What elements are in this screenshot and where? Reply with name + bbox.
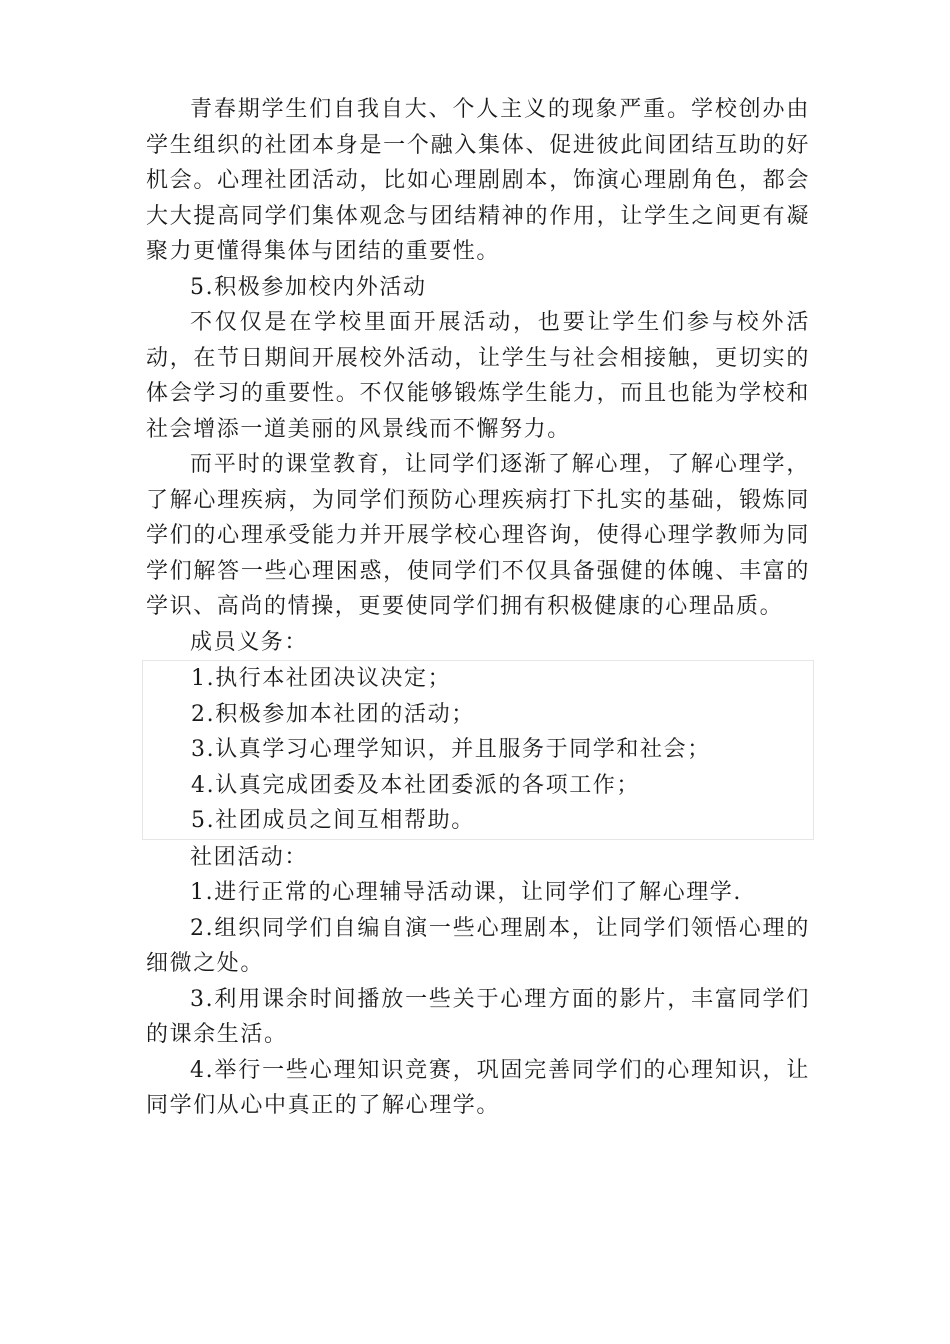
activity-item: 3.利用课余时间播放一些关于心理方面的影片，丰富同学们的课余生活。 bbox=[146, 986, 810, 1047]
duty-item: 4.认真完成团委及本社团委派的各项工作； bbox=[191, 772, 640, 798]
activity-item: 4.举行一些心理知识竞赛，巩固完善同学们的心理知识，让同学们从心中真正的了解心理学。 bbox=[146, 1057, 810, 1118]
duty-item: 5.社团成员之间互相帮助。 bbox=[191, 808, 475, 833]
activity-item: 2.组织同学们自编自演一些心理剧本，让同学们领悟心理的细微之处。 bbox=[146, 915, 810, 976]
duty-item: 3.认真学习心理学知识，并且服务于同学和社会； bbox=[191, 737, 711, 762]
paragraph-intro: 青春期学生们自我自大、个人主义的现象严重。学校创办由学生组织的社团本身是一个融入集体、促进彼此间团结互助的好机会。心理社团活动，比如心理剧剧本，饰演心理剧角色，都会大大提高同学们集体观念与团结精神的作用，让学生之间更有凝聚力更懂得集体与团结的重要性。 bbox=[146, 97, 810, 264]
duties-box bbox=[142, 660, 814, 840]
paragraph-classroom-education: 而平时的课堂教育，让同学们逐渐了解心理，了解心理学，了解心理疾病，为同学们预防心理疾病打下扎实的基础，锻炼同学们的心理承受能力并开展学校心理咨询，使得心理学教师为同学们解答一些心理困惑，使同学们不仅具备强健的体魄、丰富的学识、高尚的情操，更要使同学们拥有积极健康的心理品质。 bbox=[146, 452, 810, 619]
duties-heading: 成员义务： bbox=[190, 629, 309, 655]
activities-heading: 社团活动： bbox=[190, 844, 309, 870]
activity-item: 1.进行正常的心理辅导活动课，让同学们了解心理学. bbox=[190, 880, 742, 905]
paragraph-outside-activities: 不仅仅是在学校里面开展活动，也要让学生们参与校外活动，在节日期间开展校外活动，让学生与社会相接触，更切实的体会学习的重要性。不仅能够锻炼学生能力，而且也能为学校和社会增添一道美丽的风景线而不懈努力。 bbox=[146, 310, 810, 442]
document-page bbox=[146, 92, 810, 1124]
section-heading-activities-outside: 5.积极参加校内外活动 bbox=[190, 274, 427, 300]
duty-item: 2.积极参加本社团的活动； bbox=[191, 701, 475, 727]
duty-item: 1.执行本社团决议决定； bbox=[191, 666, 452, 691]
